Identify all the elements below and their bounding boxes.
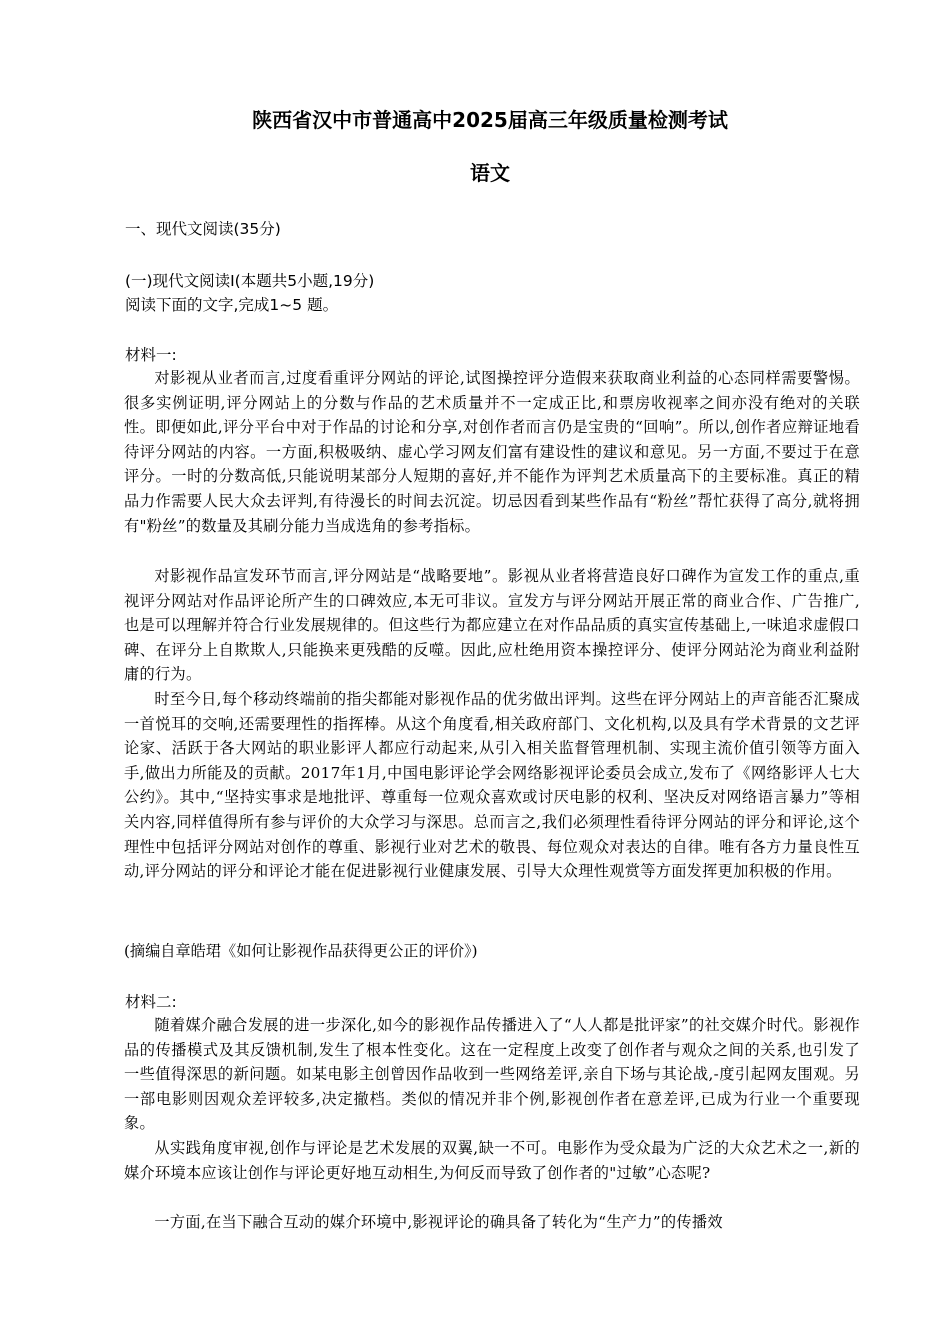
material-1-paragraph-2: 对影视作品宣发环节而言,评分网站是“战略要地”。影视从业者将营造良好口碑作为宣发工作的重点,重视评分网站对作品评论所产生的口碑效应,本无可非议。宣发方与评分网站开展正常的商业合作、广告推广,也是可以理解并符合行业发展规律的。但这些行为都应建立在对作品品质的真实宣传基础上,一味追求虚假口碑、在评分上自欺欺人,只能换来更残酷的反噬。因此,应杜绝用资本操控评分、使评分网站沦为商业利益附庸的行为。 xyxy=(124,567,860,684)
material-2-label: 材料二: xyxy=(125,993,177,1011)
section-heading: 一、现代文阅读(35分) xyxy=(125,220,281,238)
material-1-source: (摘编自章皓珺《如何让影视作品获得更公正的评价》) xyxy=(124,942,478,960)
reading-instruction: 阅读下面的文字,完成1~5 题。 xyxy=(125,296,339,314)
sub-section-heading: (一)现代文阅读I(本题共5小题,19分) xyxy=(125,272,375,290)
material-1-label: 材料一: xyxy=(125,346,177,364)
material-1-paragraph-3: 时至今日,每个移动终端前的指尖都能对影视作品的优劣做出评判。这些在评分网站上的声音能否汇聚成一首悦耳的交响,还需要理性的指挥棒。从这个角度看,相关政府部门、文化机构,以及具有学术背景的文艺评论家、活跃于各大网站的职业影评人都应行动起来,从引入相关监督管理机制、实现主流价值引领等方面入手,做出力所能及的贡献。2017年1月,中国电影评论学会网络影视评论委员会成立,发布了《网络影评人七大公约》。其中,“坚持实事求是地批评、尊重每一位观众喜欢或讨厌电影的权利、坚决反对网络语言暴力”等相关内容,同样值得所有参与评价的大众学习与深思。总而言之,我们必须理性看待评分网站的评分和评论,这个理性中包括评分网站对创作的尊重、影视行业对艺术的敬畏、每位观众对表达的自律。唯有各方力量良性互动,评分网站的评分和评论才能在促进影视行业健康发展、引导大众理性观赏等方面发挥更加积极的作用。 xyxy=(124,690,860,881)
subject-title: 语文 xyxy=(470,161,510,185)
exam-title: 陕西省汉中市普通高中2025届高三年级质量检测考试 xyxy=(252,108,728,132)
material-2-paragraph-2: 从实践角度审视,创作与评论是艺术发展的双翼,缺一不可。电影作为受众最为广泛的大众艺术之一,新的媒介环境本应该让创作与评论更好地互动相生,为何反而导致了创作者的"过敏”心态呢? xyxy=(124,1139,860,1182)
material-1-paragraph-1: 对影视从业者而言,过度看重评分网站的评论,试图操控评分造假来获取商业利益的心态同样需要警惕。很多实例证明,评分网站上的分数与作品的艺术质量并不一定成正比,和票房收视率之间亦没有绝对的关联性。即便如此,评分平台中对于作品的讨论和分享,对创作者而言仍是宝贵的“回响”。所以,创作者应辩证地看待评分网站的内容。一方面,积极吸纳、虚心学习网友们富有建设性的建议和意见。另一方面,不要过于在意评分。一时的分数高低,只能说明某部分人短期的喜好,并不能作为评判艺术质量高下的主要标准。真正的精品力作需要人民大众去评判,有待漫长的时间去沉淀。切忌因看到某些作品有“粉丝”帮忙获得了高分,就将拥有"粉丝”的数量及其刷分能力当成选角的参考指标。 xyxy=(124,369,860,535)
material-2-paragraph-3: 一方面,在当下融合互动的媒介环境中,影视评论的确具备了转化为“生产力”的传播效 xyxy=(154,1213,723,1231)
material-2-paragraph-1: 随着媒介融合发展的进一步深化,如今的影视作品传播进入了“人人都是批评家”的社交媒介时代。影视作品的传播模式及其反馈机制,发生了根本性变化。这在一定程度上改变了创作者与观众之间的关系,也引发了一些值得深思的新问题。如某电影主创曾因作品收到一些网络差评,亲自下场与其论战,-度引起网友围观。另一部电影则因观众差评较多,决定撤档。类似的情况并非个例,影视创作者在意差评,已成为行业一个重要现象。 xyxy=(124,1016,860,1133)
